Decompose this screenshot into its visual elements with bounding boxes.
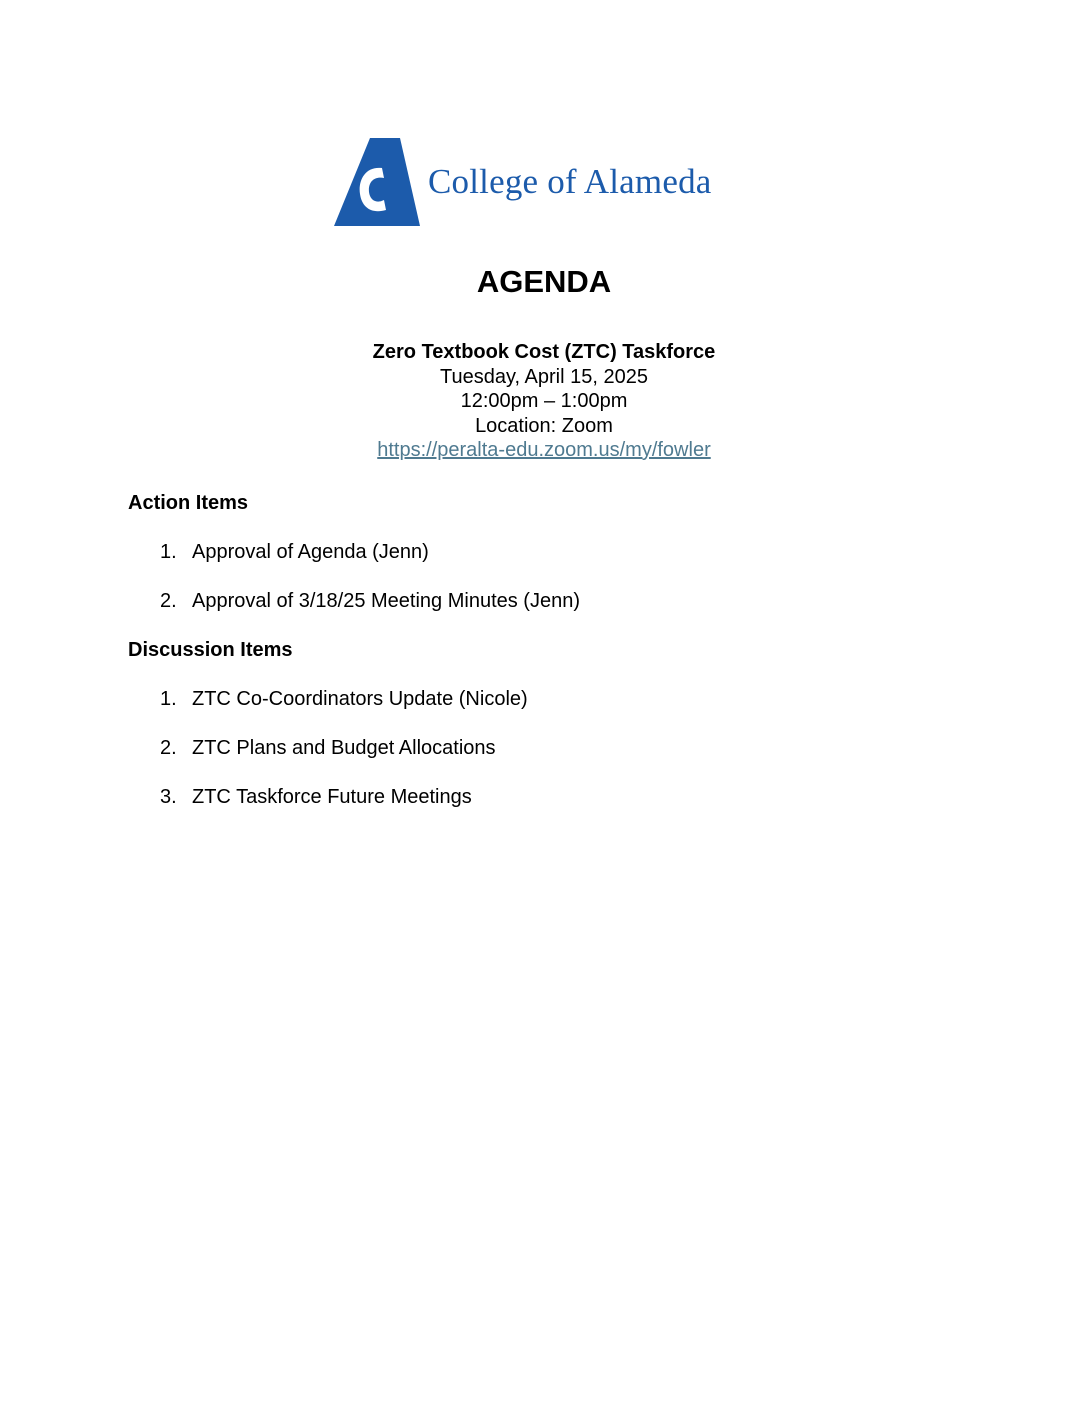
meeting-date: Tuesday, April 15, 2025 xyxy=(440,365,648,388)
college-logo-text: College of Alameda xyxy=(428,162,712,201)
list-item-number: 2. xyxy=(160,590,177,612)
page-title: AGENDA xyxy=(476,264,612,299)
college-logo-mark-icon xyxy=(334,138,426,226)
list-item-number: 3. xyxy=(160,786,177,808)
list-item-number: 1. xyxy=(160,688,177,710)
list-item xyxy=(160,737,496,760)
list-item xyxy=(160,541,429,564)
list-item-text: ZTC Co-Coordinators Update (Nicole) xyxy=(192,688,528,710)
action-items-heading: Action Items xyxy=(128,492,249,514)
meeting-location: Location: Zoom xyxy=(475,414,613,437)
list-item xyxy=(160,688,528,711)
meeting-time: 12:00pm – 1:00pm xyxy=(460,390,628,412)
list-item-text: Approval of Agenda (Jenn) xyxy=(192,541,429,563)
list-item xyxy=(160,590,580,613)
zoom-link[interactable]: https://peralta-edu.zoom.us/my/fowler xyxy=(377,439,711,461)
meeting-name: Zero Textbook Cost (ZTC) Taskforce xyxy=(372,341,716,363)
list-item-text: Approval of 3/18/25 Meeting Minutes (Jenn) xyxy=(192,590,580,612)
list-item-text: ZTC Plans and Budget Allocations xyxy=(192,737,496,759)
list-item-text: ZTC Taskforce Future Meetings xyxy=(192,786,472,808)
list-item-number: 1. xyxy=(160,541,177,563)
list-item-number: 2. xyxy=(160,737,177,759)
list-item xyxy=(160,786,472,809)
discussion-items-heading: Discussion Items xyxy=(128,639,293,661)
college-logo xyxy=(334,136,764,228)
meeting-header xyxy=(0,340,1088,463)
